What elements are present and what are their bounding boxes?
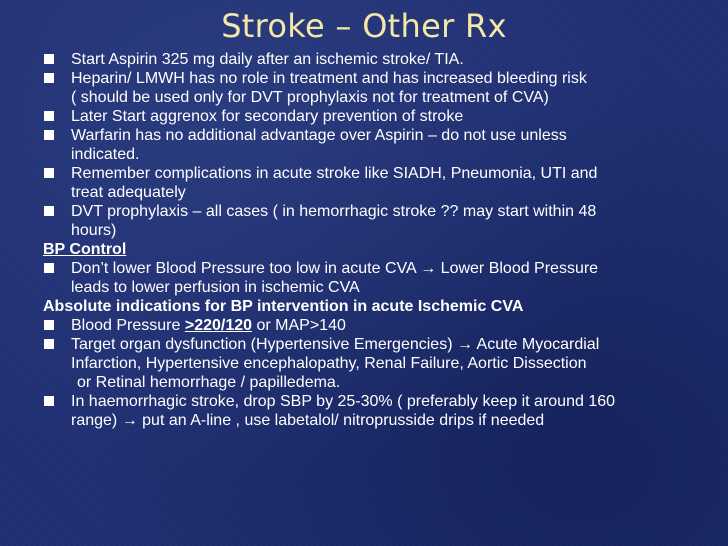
square-bullet-icon [44, 396, 54, 406]
bullet-aspirin [0, 50, 716, 69]
square-bullet-icon [44, 320, 54, 330]
bullet-text: Start Aspirin 325 mg daily after an ischemic stroke/ TIA. [71, 51, 464, 68]
heading-text: BP Control [43, 241, 127, 258]
bullet-text: hours) [71, 222, 117, 239]
bullet-bp-lowering [0, 259, 716, 297]
bullet-text: treat adequately [71, 184, 186, 201]
bullet-text: leads to lower perfusion in ischemic CVA [71, 279, 360, 296]
bullet-text [71, 411, 716, 430]
bullet-text [71, 259, 716, 278]
bullet-text-part: Acute Myocardial [472, 336, 600, 353]
bullet-text-part: Blood Pressure [71, 317, 185, 334]
bp-control-heading [0, 240, 716, 259]
continuation-text: or Retinal hemorrhage / papilledema. [77, 374, 341, 391]
bullet-text: Remember complications in acute stroke like SIADH, Pneumonia, UTI and [71, 165, 598, 182]
bullet-heparin [0, 69, 716, 107]
arrow-right-icon: → [420, 260, 437, 277]
bullet-text: Warfarin has no additional advantage over Aspirin – do not use unless [71, 127, 567, 144]
square-bullet-icon [44, 130, 54, 140]
bullet-hemorrhagic [0, 392, 716, 430]
bullet-text-part: range) [71, 412, 122, 429]
bullet-organ-dysfunction [0, 335, 716, 373]
bullet-text: Heparin/ LMWH has no role in treatment and has increased bleeding risk [71, 70, 587, 87]
arrow-right-icon: → [121, 412, 138, 429]
bullet-text-part: Don’t lower Blood Pressure too low in acute CVA [71, 260, 421, 277]
bullet-text: Later Start aggrenox for secondary prevention of stroke [71, 108, 464, 125]
bullet-text [71, 335, 716, 354]
bullet-bp-threshold [0, 316, 716, 335]
bullet-text [71, 316, 716, 335]
square-bullet-icon [44, 206, 54, 216]
bullet-text: Infarction, Hypertensive encephalopathy, Renal Failure, Aortic Dissection [71, 355, 587, 372]
bullet-warfarin [0, 126, 716, 164]
bullet-text-part: Target organ dysfunction (Hypertensive Emergencies) [71, 336, 457, 353]
slide-content [0, 50, 716, 430]
bullet-text: DVT prophylaxis – all cases ( in hemorrhagic stroke ?? may start within 48 [71, 203, 597, 220]
bullet-text: In haemorrhagic stroke, drop SBP by 25-30% ( preferably keep it around 160 [71, 393, 616, 410]
arrow-right-icon: → [456, 336, 473, 353]
square-bullet-icon [44, 111, 54, 121]
slide-title: Stroke – Other Rx [221, 7, 507, 45]
bullet-text-part: or MAP>140 [252, 317, 346, 334]
square-bullet-icon [44, 339, 54, 349]
square-bullet-icon [44, 73, 54, 83]
square-bullet-icon [44, 54, 54, 64]
square-bullet-icon [44, 168, 54, 178]
absolute-indications-heading: Absolute indications for BP intervention in acute Ischemic CVA [43, 298, 524, 315]
bullet-text: indicated. [71, 146, 140, 163]
bullet-text: ( should be used only for DVT prophylaxis not for treatment of CVA) [71, 89, 549, 106]
bullet-complications [0, 164, 716, 202]
square-bullet-icon [44, 263, 54, 273]
bullet-text-part: Lower Blood Pressure [436, 260, 599, 277]
bullet-text-part: put an A-line , use labetalol/ nitroprusside drips if needed [137, 412, 545, 429]
bullet-aggrenox [0, 107, 716, 126]
bullet-dvt [0, 202, 716, 240]
bp-threshold-value: >220/120 [184, 317, 253, 334]
